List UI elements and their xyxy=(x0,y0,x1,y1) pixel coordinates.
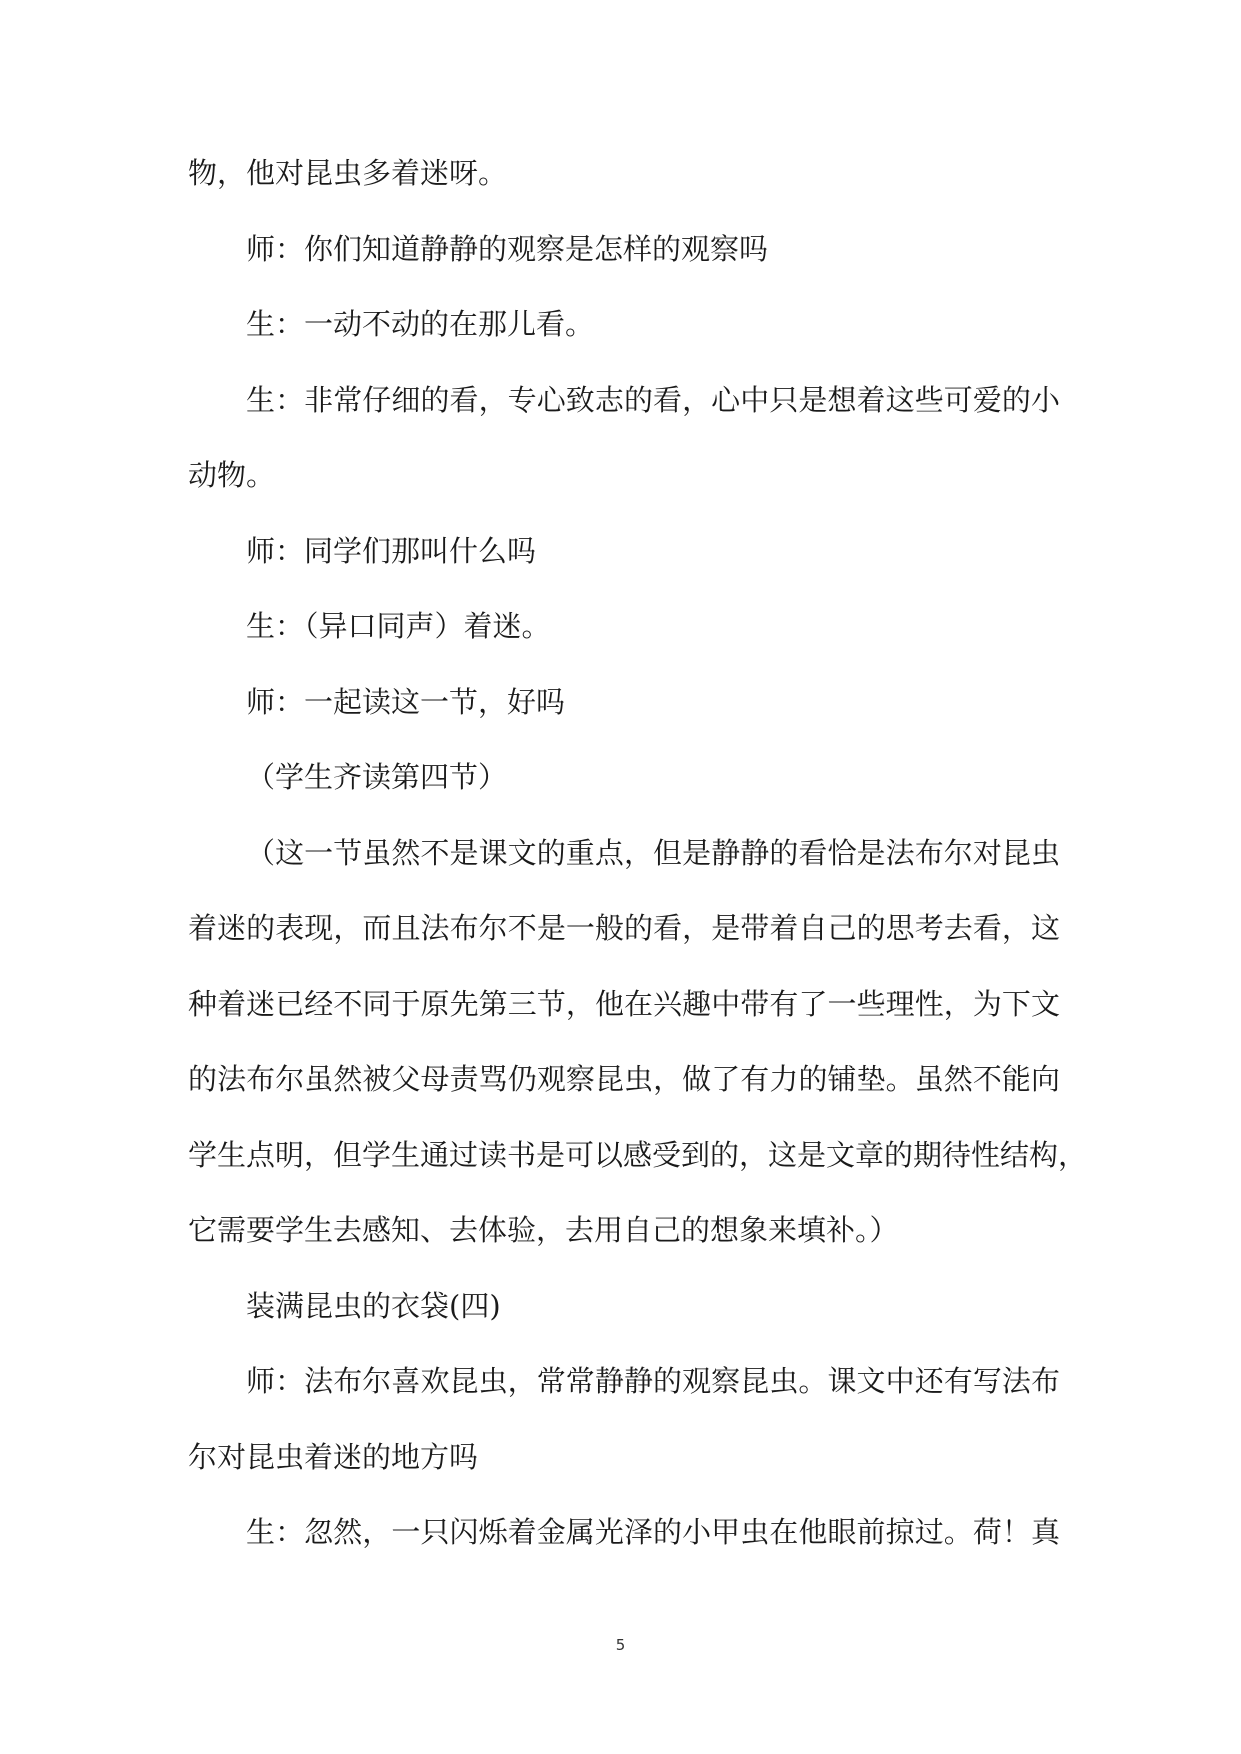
text-line: 的法布尔虽然被父母责骂仍观察昆虫，做了有力的铺垫。虽然不能向 xyxy=(188,1062,1060,1096)
text-line: 生：非常仔细的看，专心致志的看，心中只是想着这些可爱的小 xyxy=(246,382,1060,417)
text-line: 动物。 xyxy=(188,458,276,492)
text-line: （学生齐读第四节） xyxy=(246,760,508,794)
text-line: 生：忽然，一只闪烁着金属光泽的小甲虫在他眼前掠过。荷！真 xyxy=(246,1515,1060,1549)
text-line: 师：同学们那叫什么吗 xyxy=(246,533,537,568)
page-number: 5 xyxy=(615,1636,626,1654)
text-line: （这一节虽然不是课文的重点，但是静静的看恰是法布尔对昆虫 xyxy=(246,835,1060,870)
text-line: 生：一动不动的在那儿看。 xyxy=(246,307,595,341)
text-line: 种着迷已经不同于原先第三节，他在兴趣中带有了一些理性，为下文 xyxy=(188,986,1060,1021)
text-line: 它需要学生去感知、去体验，去用自己的想象来填补。） xyxy=(188,1213,899,1247)
section-heading: 装满昆虫的衣袋(四) xyxy=(246,1288,501,1323)
text-line: 学生点明，但学生通过读书是可以感受到的，这是文章的期待性结构， xyxy=(188,1137,1088,1172)
text-line: 生：（异口同声）着迷。 xyxy=(246,609,551,643)
text-line: 师：一起读这一节，好吗 xyxy=(246,684,566,719)
text-line: 师：你们知道静静的观察是怎样的观察吗 xyxy=(246,231,769,266)
text-line: 着迷的表现，而且法布尔不是一般的看，是带着自己的思考去看，这 xyxy=(188,911,1060,945)
text-line: 尔对昆虫着迷的地方吗 xyxy=(188,1439,479,1474)
body-text xyxy=(188,143,1088,1578)
text-line: 师：法布尔喜欢昆虫，常常静静的观察昆虫。课文中还有写法布 xyxy=(246,1364,1060,1398)
text-line: 物，他对昆虫多着迷呀。 xyxy=(188,156,508,190)
